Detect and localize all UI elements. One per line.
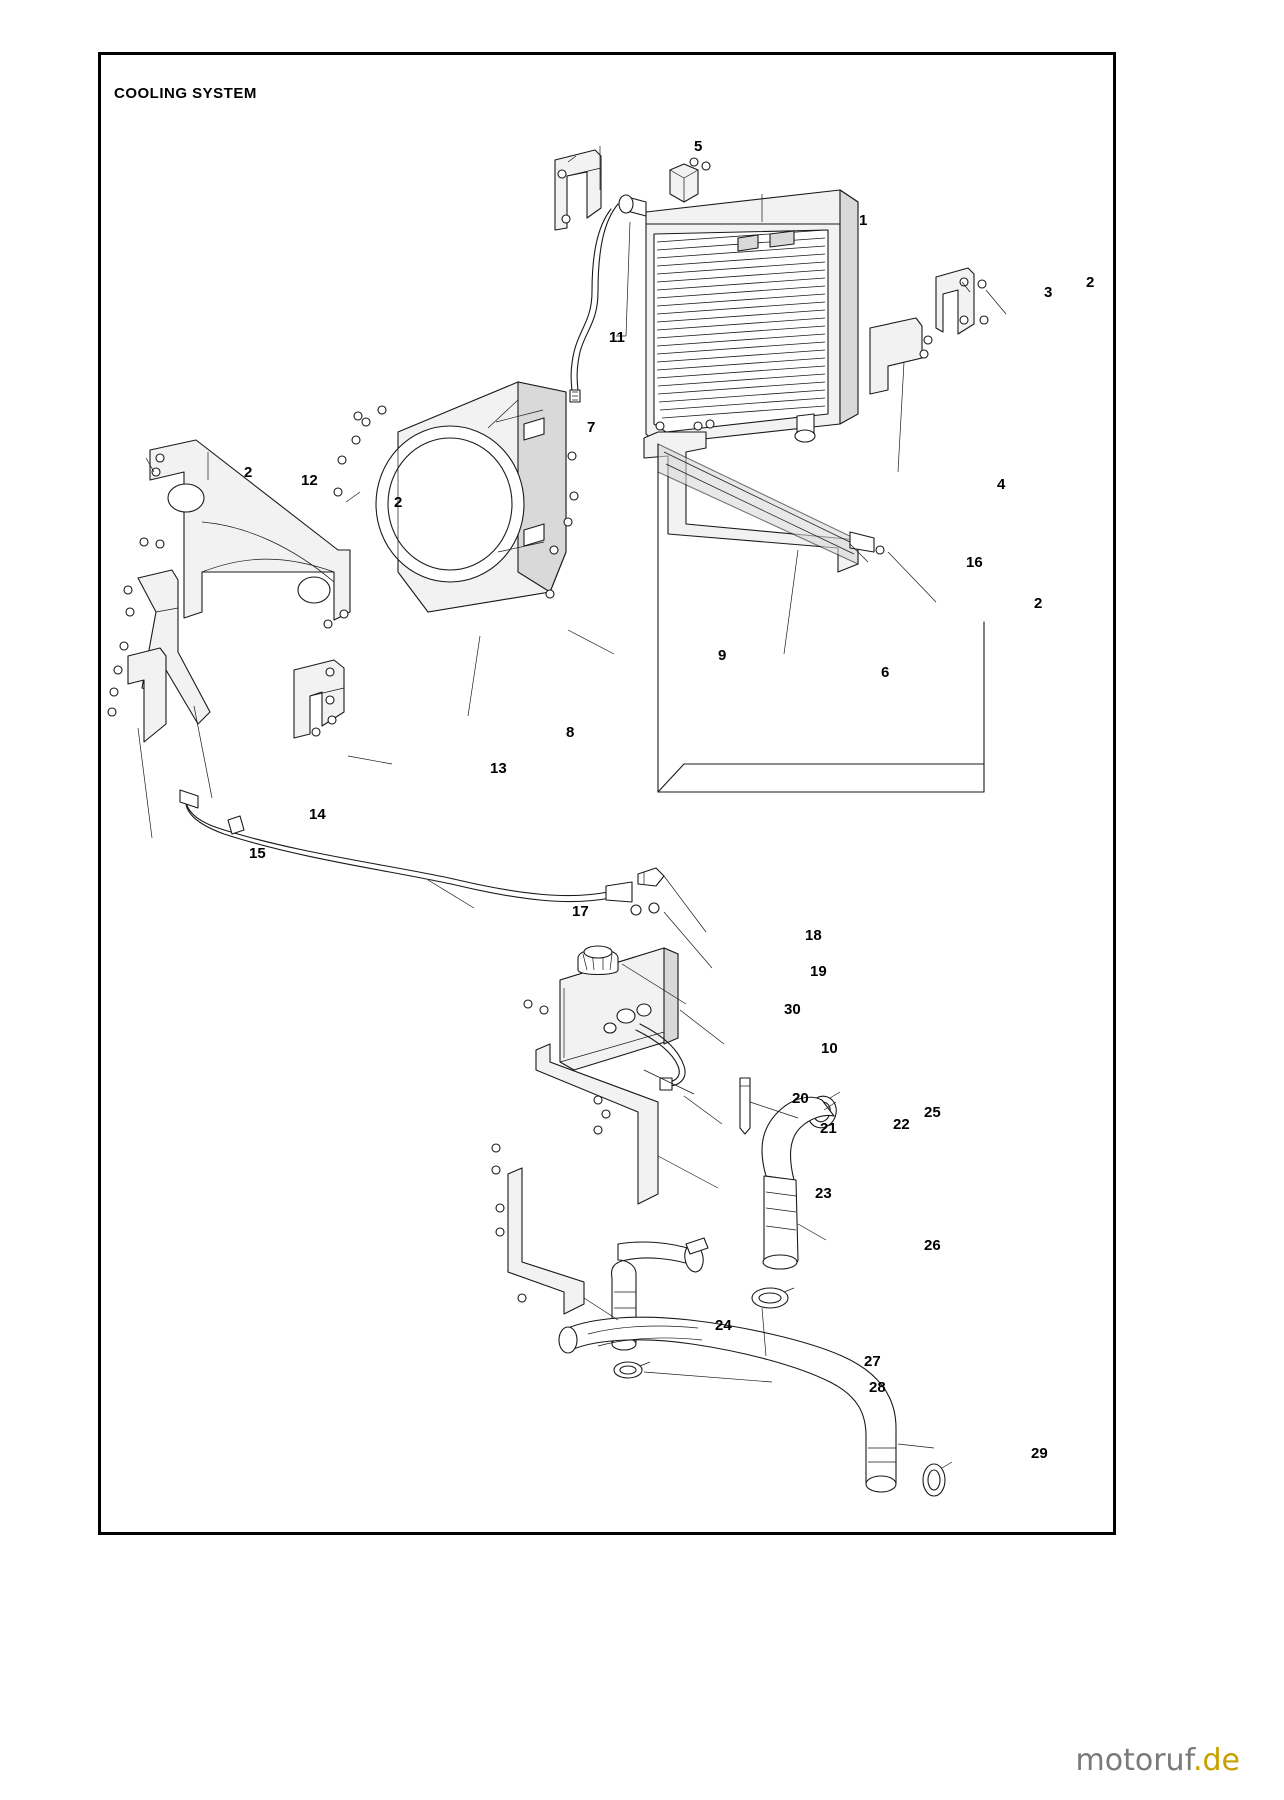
part-bracket-15 [108, 648, 166, 742]
page-title: COOLING SYSTEM [114, 85, 257, 102]
callout-1: 1 [859, 212, 868, 229]
callout-5: 5 [694, 138, 703, 155]
part-clamp-27 [752, 1288, 794, 1308]
callout-6: 6 [881, 664, 890, 681]
callout-30: 30 [784, 1001, 801, 1018]
callout-26: 26 [924, 1237, 941, 1254]
callout-2: 2 [394, 494, 403, 511]
reference-outline [658, 444, 984, 792]
callout-4: 4 [997, 476, 1006, 493]
part-bracket-13 [294, 660, 344, 738]
callout-9: 9 [718, 647, 727, 664]
part-radiator [619, 190, 858, 444]
part-clip-top [670, 158, 710, 202]
callout-12: 12 [301, 472, 318, 489]
callout-3: 3 [1044, 284, 1053, 301]
part-bracket-3 [936, 268, 988, 334]
watermark-name: motoruf [1075, 1743, 1193, 1778]
callout-22: 22 [893, 1116, 910, 1133]
part-hose-28 [612, 1238, 708, 1378]
part-bracket-4 [870, 318, 932, 394]
part-clamp-18 [638, 868, 664, 886]
callout-13: 13 [490, 760, 507, 777]
callout-23: 23 [815, 1185, 832, 1202]
part-hose-17 [180, 790, 632, 902]
diagram-artwork [98, 52, 1116, 1535]
callout-24: 24 [715, 1317, 732, 1334]
part-coolant-tank-10 [492, 946, 678, 1204]
part-bracket-5 [555, 150, 601, 230]
callout-27: 27 [864, 1353, 881, 1370]
part-fan-shroud [334, 382, 578, 612]
callout-7: 7 [587, 419, 596, 436]
callout-2: 2 [244, 464, 253, 481]
part-tube-22 [740, 1078, 750, 1134]
callout-25: 25 [924, 1104, 941, 1121]
callout-20: 20 [792, 1090, 809, 1107]
watermark-tld: .de [1192, 1743, 1240, 1778]
callout-19: 19 [810, 963, 827, 980]
part-washer-19 [631, 903, 659, 915]
callout-8: 8 [566, 724, 575, 741]
watermark-logo [1076, 1743, 1240, 1778]
callout-14: 14 [309, 806, 326, 823]
callout-16: 16 [966, 554, 983, 571]
callout-17: 17 [572, 903, 589, 920]
callout-15: 15 [249, 845, 266, 862]
callout-29: 29 [1031, 1445, 1048, 1462]
part-bracket-24 [496, 1168, 584, 1314]
callout-10: 10 [821, 1040, 838, 1057]
callout-21: 21 [820, 1120, 837, 1137]
part-oil-cooler-6 [644, 420, 884, 572]
part-cap-30 [578, 946, 618, 975]
callout-2: 2 [1086, 274, 1095, 291]
part-hose-11 [570, 204, 618, 402]
callout-2: 2 [1034, 595, 1043, 612]
callout-18: 18 [805, 927, 822, 944]
callout-11: 11 [609, 329, 625, 346]
callout-28: 28 [869, 1379, 886, 1396]
